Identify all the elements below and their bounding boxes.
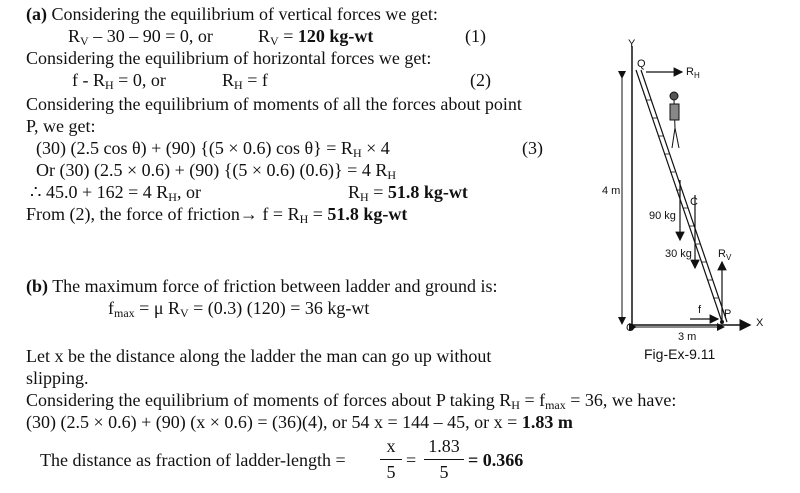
- equation-2-result: $R_H = f$: [222, 70, 268, 92]
- fraction-2-bar: [424, 459, 464, 460]
- x-axis-label: X: [756, 317, 764, 329]
- f-label: f: [698, 304, 702, 316]
- fraction-1-numerator: x: [386, 436, 396, 456]
- equation-5: ∴ 45.0 + 162 = 4 $R_H$, or: [30, 182, 201, 204]
- weight-90-label: 90 kg: [649, 210, 676, 222]
- equation-2-number: (2): [470, 70, 491, 90]
- equation-1: $R_V - 30 - 90 = 0$, or: [68, 26, 213, 48]
- fraction-text: The distance as fraction of ladder-length =: [40, 450, 346, 470]
- fraction-2-denominator: 5: [439, 462, 449, 482]
- man-figure: [670, 92, 679, 148]
- p-label: P: [724, 308, 732, 320]
- equation-2: $f - R_H = 0$, or: [72, 70, 166, 92]
- o-label: O: [626, 322, 635, 334]
- rh-label: $R_H$: [686, 66, 700, 80]
- fraction-2-numerator: 1.83: [428, 436, 460, 456]
- part-b-line-4: slipping.: [26, 368, 89, 388]
- friction-result: From (2), the force of friction→ $f = R_H = 51.8$ kg-wt: [26, 204, 408, 226]
- ladder-rail-right: [641, 70, 727, 322]
- c-label: C: [690, 196, 698, 208]
- part-a-line-3: Considering the equilibrium of horizontal forces we get:: [26, 48, 432, 68]
- height-label: 4 m: [602, 185, 621, 197]
- part-b-line-6: (30) (2.5 × 0.6) + (90) (x × 0.6) = (36)(4), or 54 x = 144 – 45, or x = 1.83 m: [26, 412, 573, 432]
- equation-1-number: (1): [465, 26, 486, 46]
- ladder-figure: [600, 30, 800, 370]
- fraction-1-denominator: 5: [386, 462, 396, 482]
- max-friction-equation: $f_{max} = \mu$ $R_V = (0.3) (120) = 36$ kg-wt: [108, 298, 370, 320]
- equation-4: Or (30) (2.5 × 0.6) + (90) {(5 × 0.6) (0.6)} = 4 $R_H$: [36, 160, 396, 182]
- rv-label: $R_V$: [718, 248, 732, 262]
- part-b-line-1: (b) The maximum force of friction between ladder and ground is:: [26, 276, 498, 296]
- weight-30-label: 30 kg: [665, 248, 692, 260]
- fraction-result: = 0.366: [468, 450, 524, 470]
- part-a-label: (a): [26, 4, 47, 24]
- base-label: 3 m: [678, 331, 697, 343]
- q-label: Q: [637, 58, 646, 70]
- y-axis-label: Y: [628, 38, 636, 50]
- equation-3-number: (3): [522, 138, 543, 158]
- part-a-line-6: P, we get:: [26, 116, 96, 136]
- ladder-diagram: [600, 30, 800, 370]
- equation-1-result: $R_V = 120$ kg-wt: [258, 26, 374, 48]
- equation-5-result: $R_H = 51.8$ kg-wt: [348, 182, 468, 204]
- equation-3: (30) (2.5 cos θ) + (90) {(5 × 0.6) $\cos \theta\} = R_H \times 4$: [36, 138, 390, 160]
- part-a-line-5: Considering the equilibrium of moments of all the forces about point: [26, 94, 522, 114]
- fraction-equals-1: =: [406, 450, 417, 470]
- part-a-line-1: (a) Considering the equilibrium of vertical forces we get:: [26, 4, 438, 24]
- figure-caption: Fig-Ex-9.11: [644, 346, 716, 362]
- fraction-1-bar: [380, 459, 402, 460]
- part-b-label: (b): [26, 276, 48, 296]
- point-p: [720, 320, 724, 324]
- part-b-line-5: Considering the equilibrium of moments of forces about P taking $R_H = f_{max} = 36$, we have:: [26, 390, 677, 412]
- part-b-line-3: Let x be the distance along the ladder the man can go up without: [26, 346, 492, 366]
